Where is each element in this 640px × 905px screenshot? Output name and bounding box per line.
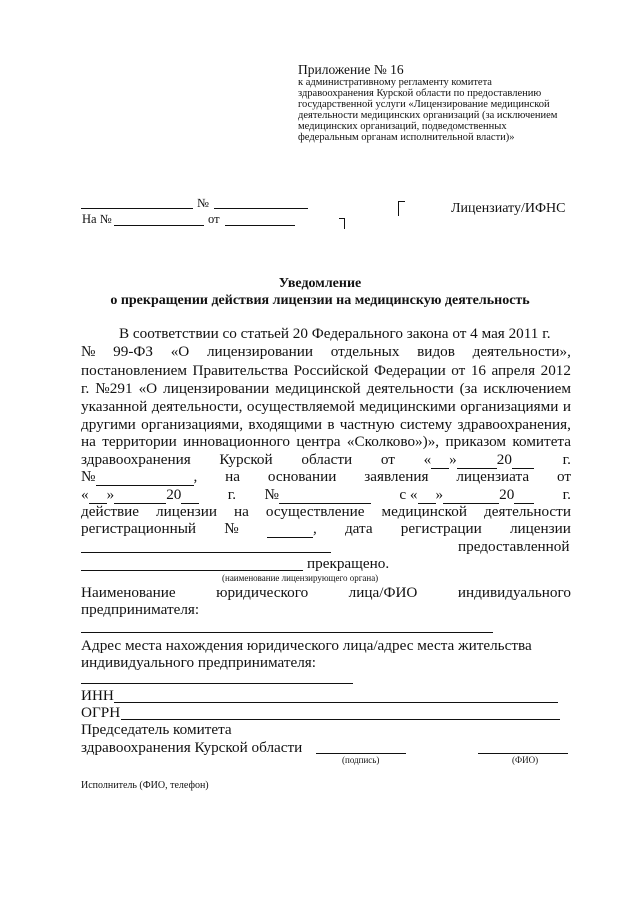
body-line: действие лицензии на осуществление медицинской деятельности: [81, 503, 571, 520]
document-subtitle: о прекращении действия лицензии на медицинскую деятельность: [110, 293, 530, 308]
ot-label: от: [208, 212, 220, 226]
order-year-field[interactable]: [512, 454, 534, 469]
incoming-date-field[interactable]: [225, 225, 295, 226]
appendix-line: деятельности медицинских организаций (за исключением: [298, 110, 558, 121]
body-line: г. №291 «О лицензировании медицинской деятельности (за исключением: [81, 380, 571, 397]
registration-number-field[interactable]: [267, 523, 313, 538]
license-day-field[interactable]: [418, 489, 436, 504]
name-label-end: предпринимателя:: [81, 601, 200, 618]
address-label-end: индивидуального предпринимателя:: [81, 654, 316, 671]
appendix-line: медицинских организаций, подведомственных: [298, 121, 507, 132]
appendix-line: к административному регламенту комитета: [298, 77, 492, 88]
body-line: № 99-ФЗ «О лицензировании отдельных видов деятельности»,: [81, 343, 571, 360]
body-line: здравоохранения Курской области от « » 20 г.: [81, 451, 571, 468]
registration-date-field[interactable]: [81, 552, 331, 553]
address-corner-top-left: [398, 201, 405, 216]
application-number-field[interactable]: [279, 489, 371, 504]
licensee-name-field[interactable]: [81, 632, 493, 633]
document-title: Уведомление: [278, 276, 362, 291]
licensing-authority-field[interactable]: [81, 570, 303, 571]
body-line-end: предоставленной: [458, 538, 570, 555]
license-year-field[interactable]: [514, 489, 534, 504]
appendix-line: федеральным органам исполнительной власти)»: [298, 132, 515, 143]
name-label: Наименование юридического лица/ФИО индивидуального: [81, 584, 571, 601]
outgoing-date-field[interactable]: [81, 208, 193, 209]
org-caption: (наименование лицензирующего органа): [222, 573, 379, 583]
signatory-organization: здравоохранения Курской области: [81, 739, 303, 756]
appendix-title: Приложение № 16: [298, 62, 404, 77]
application-month-field[interactable]: [114, 489, 166, 504]
fio-field[interactable]: [478, 753, 568, 754]
signatory-title: Председатель комитета: [81, 721, 232, 738]
application-day-field[interactable]: [89, 489, 107, 504]
appendix-line: здравоохранения Курской области по предоставлению: [298, 88, 542, 99]
body-line-end: прекращено.: [307, 555, 390, 572]
address-corner-bottom: [339, 218, 345, 229]
signature-field[interactable]: [316, 753, 406, 754]
order-month-field[interactable]: [457, 454, 497, 469]
body-line: указанной деятельности, осуществляемой медицинскими организациями и: [81, 398, 571, 415]
order-day-field[interactable]: [431, 454, 449, 469]
address-label: Адрес места нахождения юридического лица/адрес места жительства: [81, 637, 532, 654]
addressee: Лицензиату/ИФНС: [451, 201, 566, 216]
body-line: другими организациями, входящими в частную систему здравоохранения,: [81, 416, 571, 433]
body-line: на территории инновационного центра «Сколково»)», приказом комитета: [81, 433, 571, 450]
inn-label: ИНН: [81, 687, 114, 704]
na-number-label: На №: [82, 212, 112, 226]
application-year-field[interactable]: [181, 489, 199, 504]
ogrn-label: ОГРН: [81, 704, 121, 721]
signature-caption: (подпись): [342, 755, 380, 765]
body-line: постановлением Правительства Российской Федерации от 16 апреля 2012: [81, 362, 571, 379]
order-number-field[interactable]: [96, 471, 194, 486]
body-line: « » 20 г. № с « » 20 г.: [81, 486, 571, 503]
body-line: В соответствии со статьей 20 Федерального закона от 4 мая 2011 г.: [119, 325, 551, 342]
fio-caption: (ФИО): [512, 755, 539, 765]
inn-field[interactable]: [114, 702, 558, 703]
number-sign-label: №: [197, 196, 209, 210]
body-line: регистрационный № , дата регистрации лицензии: [81, 520, 571, 537]
incoming-number-field[interactable]: [114, 225, 204, 226]
license-month-field[interactable]: [443, 489, 499, 504]
executor-note: Исполнитель (ФИО, телефон): [81, 780, 209, 791]
appendix-line: государственной услуги «Лицензирование медицинской: [298, 99, 550, 110]
ogrn-field[interactable]: [121, 719, 560, 720]
address-field[interactable]: [81, 683, 353, 684]
outgoing-number-field[interactable]: [214, 208, 308, 209]
body-line: № , на основании заявления лицензиата от: [81, 468, 571, 485]
